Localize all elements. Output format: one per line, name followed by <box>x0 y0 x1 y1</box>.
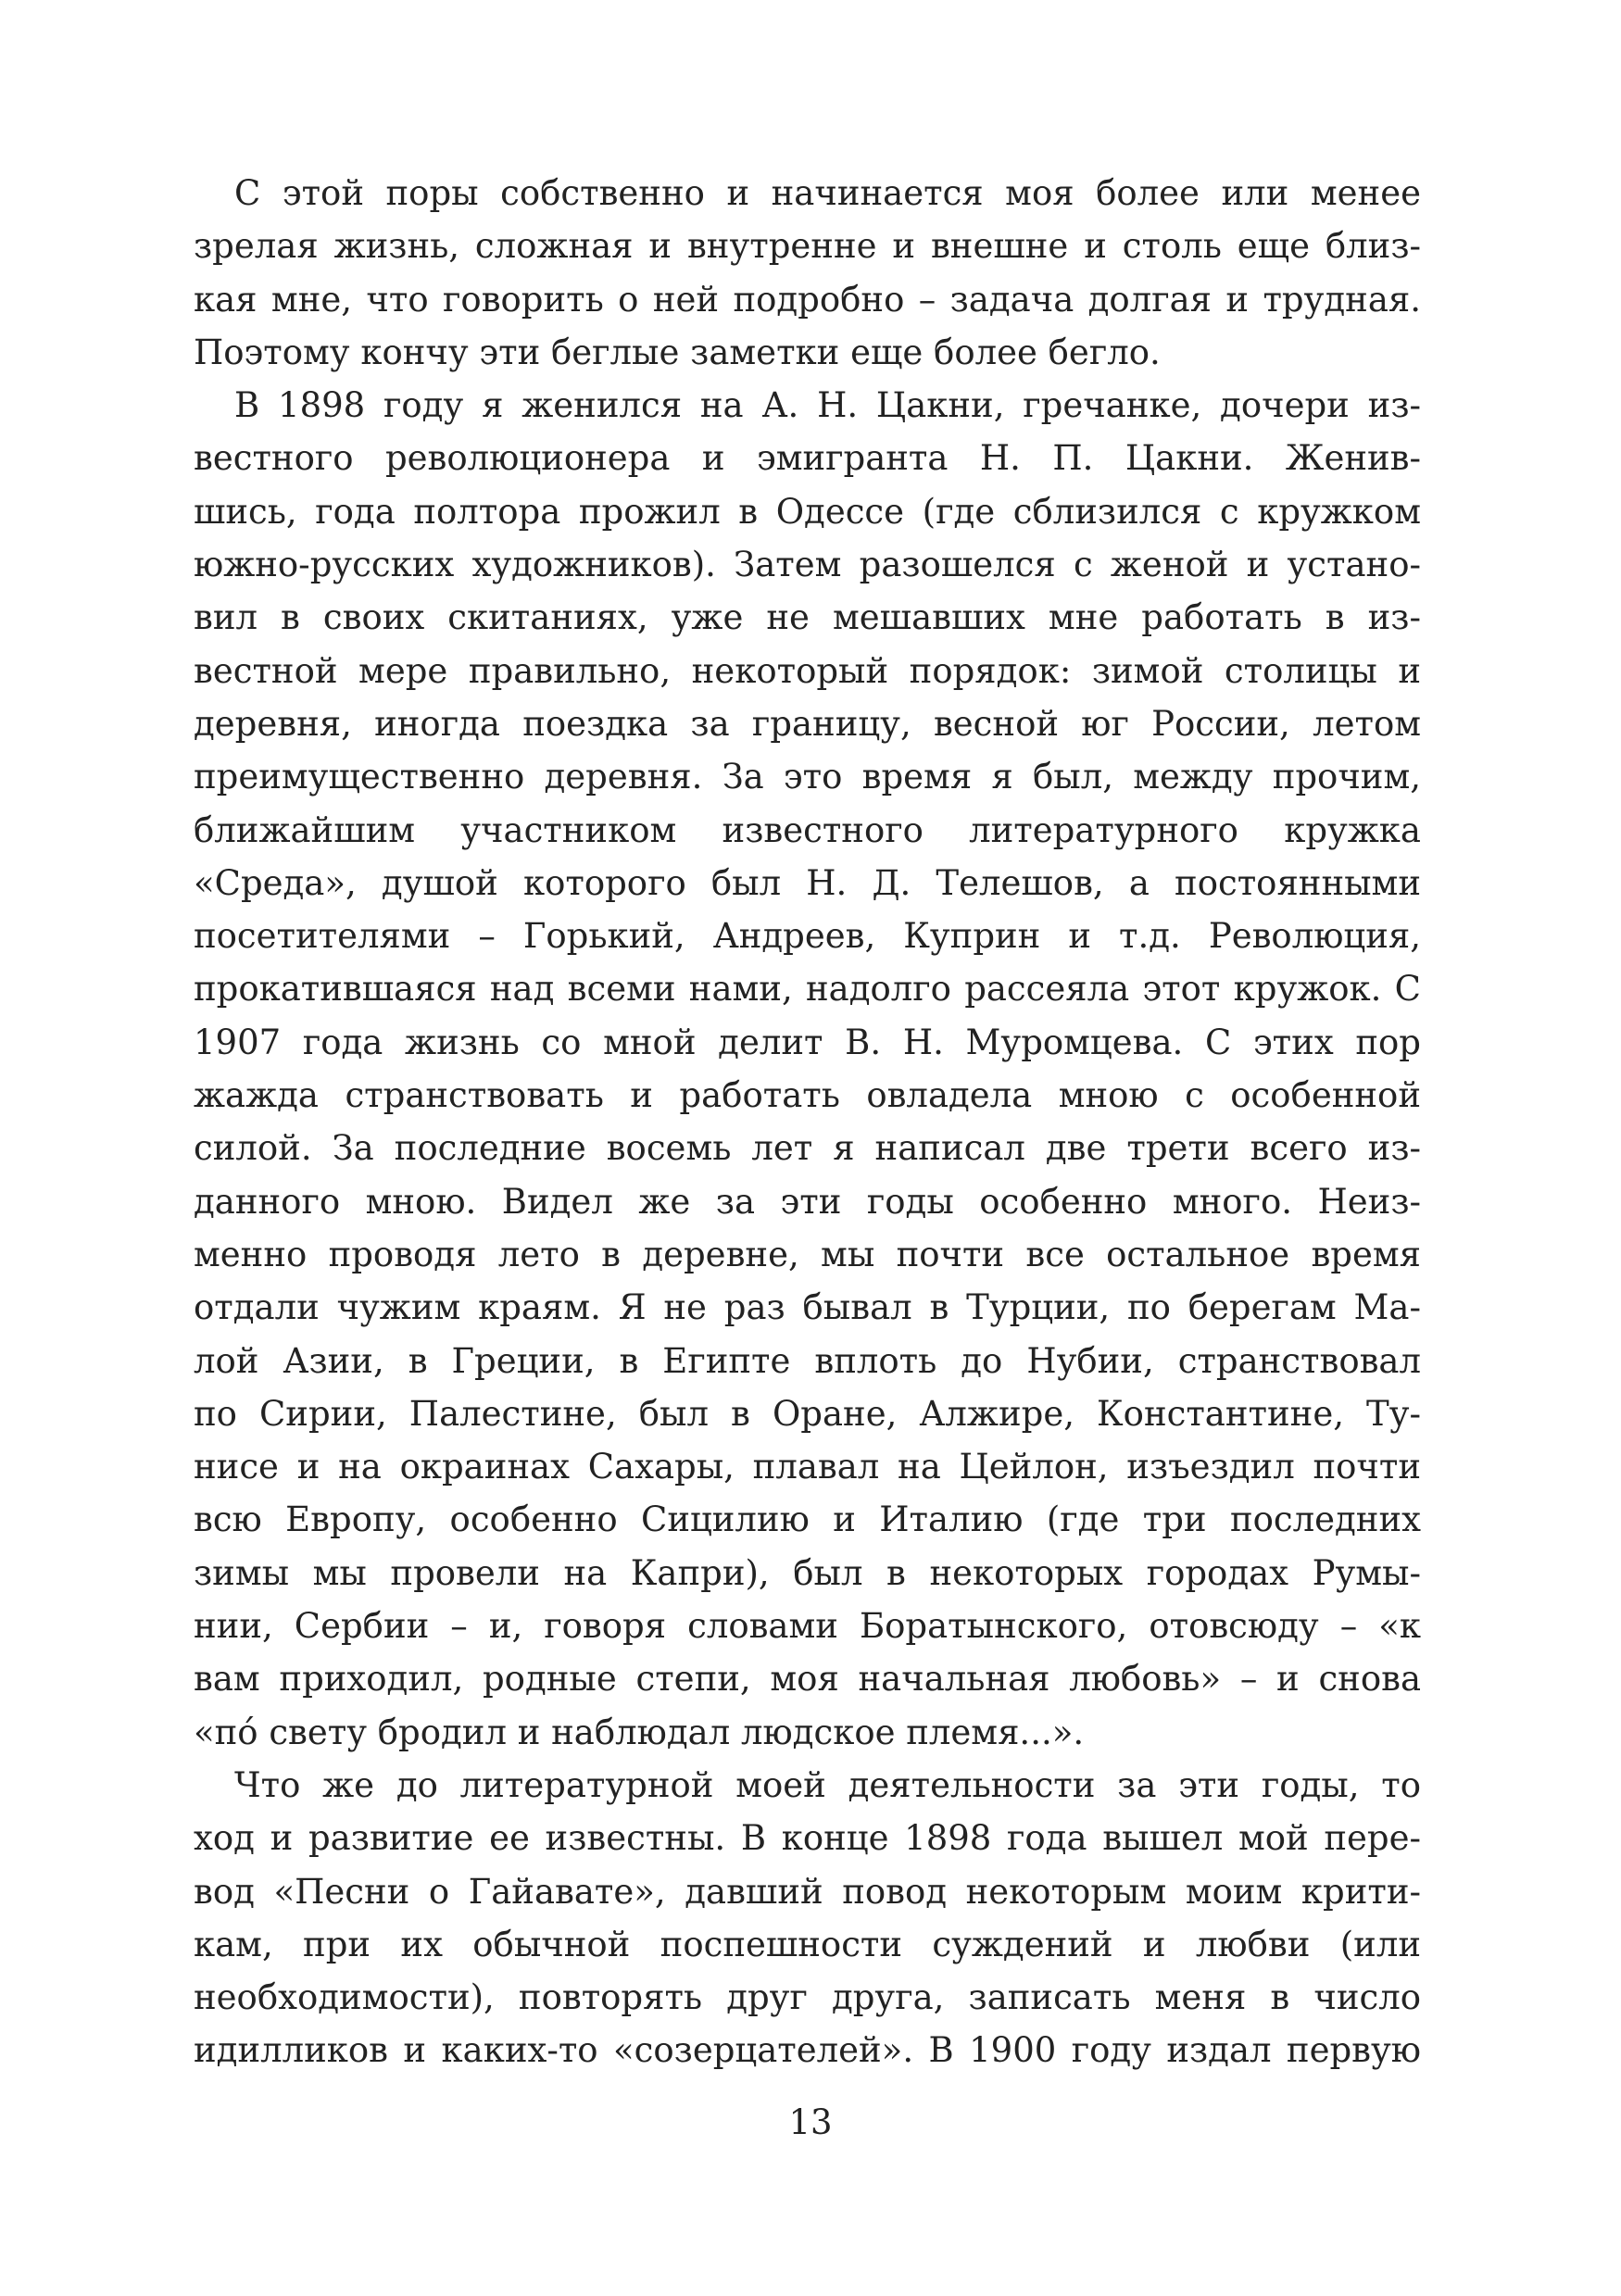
paragraph-3-line-3: вод «Песни о Гайавате», давший повод некоторым моим крити- <box>194 1871 1421 1912</box>
paragraph-2-line-23: зимы мы провели на Капри), был в некоторых городах Румы- <box>194 1552 1421 1593</box>
paragraph-2-line-13: 1907 года жизнь со мной делит В. Н. Муромцева. С этих пор <box>194 1022 1421 1062</box>
paragraph-2-line-4: южно-русских художников). Затем разошелся с женой и устано- <box>194 545 1421 585</box>
paragraph-2-line-8: преимущественно деревня. За это время я был, между прочим, <box>194 757 1421 797</box>
paragraph-2-line-6: вестной мере правильно, некоторый порядок: зимой столицы и <box>194 650 1421 691</box>
paragraph-3-line-6: идилликов и каких-то «созерцателей». В 1900 году издал первую <box>194 2030 1421 2071</box>
paragraph-2-line-10: «Среда», душой которого был Н. Д. Телешов, а постоянными <box>194 862 1421 903</box>
paragraph-2-line-11: посетителями – Горький, Андреев, Куприн и т.д. Революция, <box>194 916 1421 957</box>
page-number: 13 <box>788 2102 833 2142</box>
paragraph-3-line-1: Что же до литературной моей деятельности за эти годы, то <box>234 1764 1421 1805</box>
paragraph-2-line-17: менно проводя лето в деревне, мы почти все остальное время <box>194 1234 1421 1274</box>
paragraph-2-line-24: нии, Сербии – и, говоря словами Боратынского, отовсюду – «к <box>194 1606 1421 1647</box>
paragraph-2-line-15: силой. За последние восемь лет я написал две трети всего из- <box>194 1128 1421 1169</box>
paragraph-2-line-18: отдали чужим краям. Я не раз бывал в Турции, по берегам Ма- <box>194 1287 1421 1328</box>
paragraph-2-line-19: лой Азии, в Греции, в Египте вплоть до Нубии, странствовал <box>194 1340 1421 1381</box>
paragraph-2-line-7: деревня, иногда поездка за границу, весной юг России, летом <box>194 703 1421 744</box>
paragraph-2-line-14: жажда странствовать и работать овладела мною с особенной <box>194 1075 1421 1116</box>
paragraph-2-line-9: ближайшим участником известного литературного кружка <box>194 809 1421 850</box>
paragraph-2-line-25: вам приходил, родные степи, моя начальная любовь» – и снова <box>194 1659 1421 1700</box>
paragraph-2-line-20: по Сирии, Палестине, был в Оране, Алжире, Константине, Ту- <box>194 1393 1421 1434</box>
paragraph-2-line-16: данного мною. Видел же за эти годы особенно много. Неиз- <box>194 1181 1421 1222</box>
paragraph-3-line-4: кам, при их обычной поспешности суждений и любви (или <box>194 1924 1421 1964</box>
paragraph-1-line-3: кая мне, что говорить о ней подробно – задача долгая и трудная. <box>194 279 1421 320</box>
paragraph-2-line-26: «по́ свету бродил и наблюдал людское племя...». <box>194 1712 1085 1752</box>
body-text <box>194 167 1421 2077</box>
paragraph-2-line-3: шись, года полтора прожил в Одессе (где сблизился с кружком <box>194 491 1421 532</box>
paragraph-3-line-5: необходимости), повторять друг друга, записать меня в число <box>194 1977 1421 2018</box>
paragraph-2-line-2: вестного революционера и эмигранта Н. П. Цакни. Женив- <box>194 438 1421 479</box>
paragraph-2-line-5: вил в своих скитаниях, уже не мешавших мне работать в из- <box>194 597 1421 638</box>
paragraph-2-line-12: прокатившаяся над всеми нами, надолго рассеяла этот кружок. С <box>194 969 1421 1010</box>
paragraph-1-line-4: Поэтому кончу эти беглые заметки еще более бегло. <box>194 332 1161 372</box>
paragraph-1-line-2: зрелая жизнь, сложная и внутренне и внешне и столь еще близ- <box>194 226 1421 267</box>
paragraph-3-line-2: ход и развитие ее известны. В конце 1898 года вышел мой пере- <box>194 1818 1421 1859</box>
paragraph-2-line-21: нисе и на окраинах Сахары, плавал на Цейлон, изъездил почти <box>194 1447 1421 1487</box>
paragraph-2-line-1: В 1898 году я женился на А. Н. Цакни, гречанке, дочери из- <box>234 385 1421 426</box>
paragraph-2-line-22: всю Европу, особенно Сицилию и Италию (где три последних <box>194 1499 1421 1540</box>
paragraph-1-line-1: С этой поры собственно и начинается моя более или менее <box>234 173 1421 213</box>
